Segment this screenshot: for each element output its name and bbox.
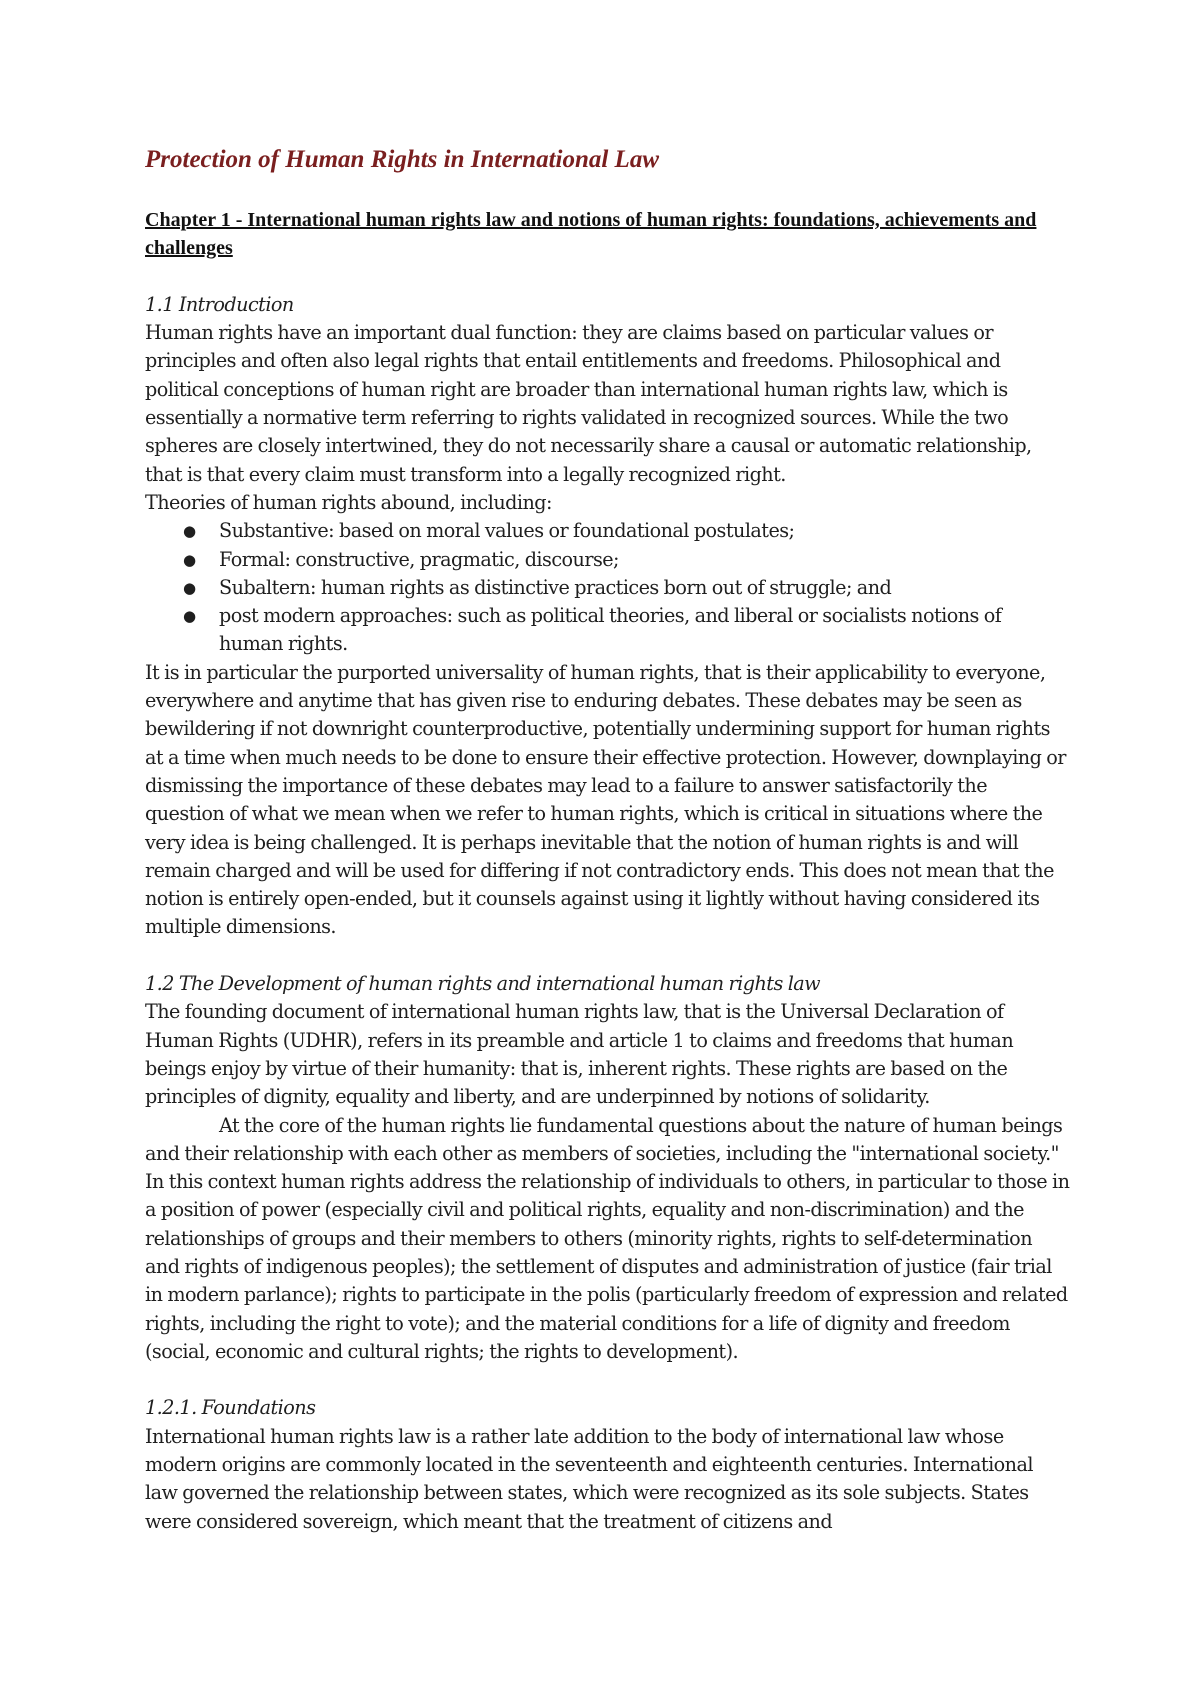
- paragraph: Theories of human rights abound, including:: [145, 490, 552, 514]
- document-title: Protection of Human Rights in International Law: [145, 146, 660, 173]
- paragraph-gap: [145, 1366, 1070, 1394]
- paragraph: Human rights have an important dual function: they are claims based on particular values or principles and often also legal rights that entail entitlements and freedoms. Philosophical and political conceptions of human right are broader than international human rights law, which is essentially a normative term referring to rights validated in recognized sources. While the two spheres are closely intertwined, they do not necessarily share a causal or automatic relationship, that is that every claim must transform into a legally recognized right.: [145, 321, 1032, 486]
- bullet-icon: ●: [183, 550, 196, 569]
- list-item: [145, 602, 1070, 659]
- list-item-text: Substantive: based on moral values or foundational postulates;: [219, 519, 795, 543]
- paragraph-gap: [145, 942, 1070, 970]
- list-item: [145, 517, 1070, 545]
- list-item-text: Formal: constructive, pragmatic, discourse;: [219, 547, 619, 571]
- section-heading-introduction: 1.1 Introduction: [145, 292, 294, 316]
- bullet-icon: ●: [183, 578, 196, 597]
- paragraph: It is in particular the purported universality of human rights, that is their applicability to everyone, everywhere and anytime that has given rise to enduring debates. These debates may be seen as bewildering if not downright counterproductive, potentially undermining support for human rights at a time when much needs to be done to ensure their effective protection. However, downplaying or dismissing the importance of these debates may lead to a failure to answer satisfactorily the question of what we mean when we refer to human rights, which is critical in situations where the very idea is being challenged. It is perhaps inevitable that the notion of human rights is and will remain charged and will be used for differing if not contradictory ends. This does not mean that the notion is entirely open-ended, but it counsels against using it lightly without having considered its multiple dimensions.: [145, 660, 1066, 939]
- section-heading-foundations: 1.2.1. Foundations: [145, 1396, 316, 1420]
- bullet-icon: ●: [183, 522, 196, 541]
- paragraph: The founding document of international human rights law, that is the Universal Declaration of Human Rights (UDHR), refers in its preamble and article 1 to claims and freedoms that human beings enjoy by virtue of their humanity: that is, inherent rights. These rights are based on the principles of dignity, equality and liberty, and are underpinned by notions of solidarity.: [145, 1000, 1014, 1109]
- chapter-heading: Chapter 1 - International human rights law and notions of human rights: foundations, achievements and challenges: [145, 209, 1037, 260]
- list-item-text: post modern approaches: such as political theories, and liberal or socialists notions of human rights.: [219, 604, 1002, 656]
- bullet-icon: ●: [183, 607, 196, 626]
- list-item-text: Subaltern: human rights as distinctive practices born out of struggle; and: [219, 575, 892, 599]
- theories-list: [145, 517, 1070, 658]
- list-item: [145, 546, 1070, 574]
- paragraph: At the core of the human rights lie fundamental questions about the nature of human beings and their relationship with each other as members of societies, including the "international society." In this context human rights address the relationship of individuals to others, in particular to those in a position of power (especially civil and political rights, equality and non-discrimination) and the relationships of groups and their members to others (minority rights, rights to self-determination and rights of indigenous peoples); the settlement of disputes and administration of justice (fair trial in modern parlance); rights to participate in the polis (particularly freedom of expression and related rights, including the right to vote); and the material conditions for a life of dignity and freedom (social, economic and cultural rights; the rights to development).: [145, 1113, 1070, 1363]
- list-item: [145, 574, 1070, 602]
- paragraph: International human rights law is a rather late addition to the body of international law whose modern origins are commonly located in the seventeenth and eighteenth centuries. International law governed the relationship between states, which were recognized as its sole subjects. States were considered sovereign, which meant that the treatment of citizens and: [145, 1424, 1033, 1533]
- section-heading-development: 1.2 The Development of human rights and international human rights law: [145, 972, 821, 996]
- document-page: [145, 138, 1070, 1536]
